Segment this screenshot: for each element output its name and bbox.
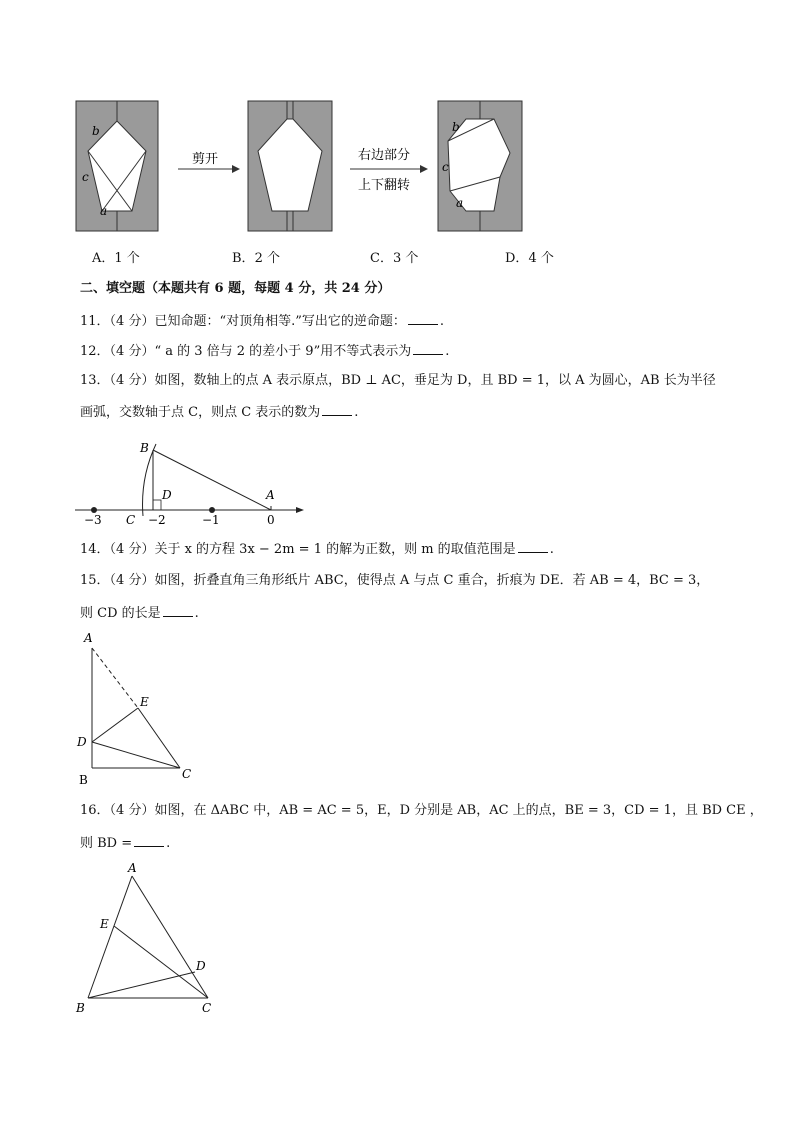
q15-text: 则 CD 的长是 <box>80 606 161 621</box>
q12-text: 12．（4 分）“ a 的 3 倍与 2 的差小于 9”用不等式表示为 <box>80 344 412 359</box>
choice-c[interactable] <box>370 247 418 266</box>
isosceles-triangle-figure <box>70 858 230 1018</box>
choice-b-letter: B． <box>232 251 255 266</box>
choice-b-text: 2 个 <box>254 251 280 266</box>
label-b: b <box>92 124 100 138</box>
tick-minus-3: −3 <box>84 513 102 527</box>
choice-d-text: 4 个 <box>528 251 554 266</box>
point-e: E <box>140 695 149 709</box>
point-c: C <box>182 767 192 781</box>
question-13-line1: 13．（4 分）如图，数轴上的点 A 表示原点，BD ⊥ AC，垂足为 D，且 BD = 1，以 A 为圆心，AB 长为半径 <box>80 373 716 388</box>
tick-minus-1: −1 <box>202 513 220 527</box>
q13-end: . <box>354 405 359 420</box>
question-14 <box>80 540 554 559</box>
point-a: A <box>128 861 137 875</box>
question-11 <box>80 312 444 331</box>
q15-answer-blank[interactable] <box>163 604 193 617</box>
q14-answer-blank[interactable] <box>518 540 548 553</box>
choice-c-letter: C． <box>370 251 393 266</box>
point-e: E <box>100 917 109 931</box>
point-b: B <box>76 1001 85 1015</box>
choice-a[interactable] <box>92 247 140 266</box>
choice-d-letter: D． <box>505 251 529 266</box>
q14-end: . <box>549 542 554 557</box>
q11-text: 11．（4 分）已知命题：“对顶角相等.”写出它的逆命题： <box>80 314 406 329</box>
panel-1 <box>76 101 158 231</box>
label-c: c <box>82 170 89 184</box>
section-2-heading: 二、填空题（本题共有 6 题，每题 4 分，共 24 分） <box>80 281 391 296</box>
q13-text: 画弧，交数轴于点 C，则点 C 表示的数为 <box>80 405 321 420</box>
choice-b[interactable] <box>232 247 280 266</box>
label-c-2: c <box>442 160 449 174</box>
panel-2 <box>248 101 332 231</box>
tick-c: C <box>126 513 136 527</box>
arrow-2 <box>350 147 428 193</box>
label-b-2: b <box>452 120 460 134</box>
question-13-line2 <box>80 403 358 422</box>
paper-cut-figure <box>70 95 540 240</box>
question-12 <box>80 342 449 361</box>
point-a: A <box>84 631 93 645</box>
point-d: D <box>162 488 172 502</box>
q12-end: . <box>445 344 450 359</box>
point-b: B <box>79 773 88 787</box>
q15-end: . <box>194 606 199 621</box>
label-a: a <box>100 204 108 218</box>
point-a: A <box>266 488 275 502</box>
tick-minus-2: −2 <box>148 513 166 527</box>
point-c: C <box>202 1001 212 1015</box>
panel-3 <box>438 101 522 231</box>
choice-d[interactable] <box>505 247 554 266</box>
q12-answer-blank[interactable] <box>413 342 443 355</box>
q16-end: . <box>166 836 171 851</box>
q16-answer-blank[interactable] <box>134 834 164 847</box>
q11-end: . <box>439 314 445 329</box>
arrow-2-label-line1: 右边部分 <box>358 148 411 163</box>
choice-c-text: 3 个 <box>392 251 419 266</box>
point-d: D <box>77 735 87 749</box>
folded-triangle-figure <box>70 628 210 788</box>
choice-a-letter: A． <box>92 251 115 266</box>
q11-answer-blank[interactable] <box>408 312 438 325</box>
arrow-1-label: 剪开 <box>192 152 219 167</box>
number-line-figure <box>70 436 310 528</box>
arrow-1 <box>178 152 240 173</box>
question-16-line1: 16．（4 分）如图，在 ΔABC 中，AB = AC = 5，E，D 分别是 AB，AC 上的点，BE = 3，CD = 1，且 BD CE ， <box>80 803 763 818</box>
q14-text: 14．（4 分）关于 x 的方程 3x − 2m = 1 的解为正数，则 m 的取值范围是 <box>80 542 516 557</box>
tick-0: 0 <box>267 513 275 527</box>
choice-a-text: 1 个 <box>114 251 140 266</box>
point-b: B <box>140 441 149 455</box>
q13-answer-blank[interactable] <box>322 403 352 416</box>
question-15-line2 <box>80 604 199 623</box>
q16-text: 则 BD = <box>80 836 133 851</box>
arrow-2-label-line2: 上下翻转 <box>358 178 411 193</box>
question-16-line2 <box>80 834 170 853</box>
point-d: D <box>196 959 206 973</box>
question-15-line1: 15．（4 分）如图，折叠直角三角形纸片 ABC，使得点 A 与点 C 重合，折痕为 DE．若 AB = 4，BC = 3， <box>80 573 710 588</box>
label-a-2: a <box>456 196 464 210</box>
